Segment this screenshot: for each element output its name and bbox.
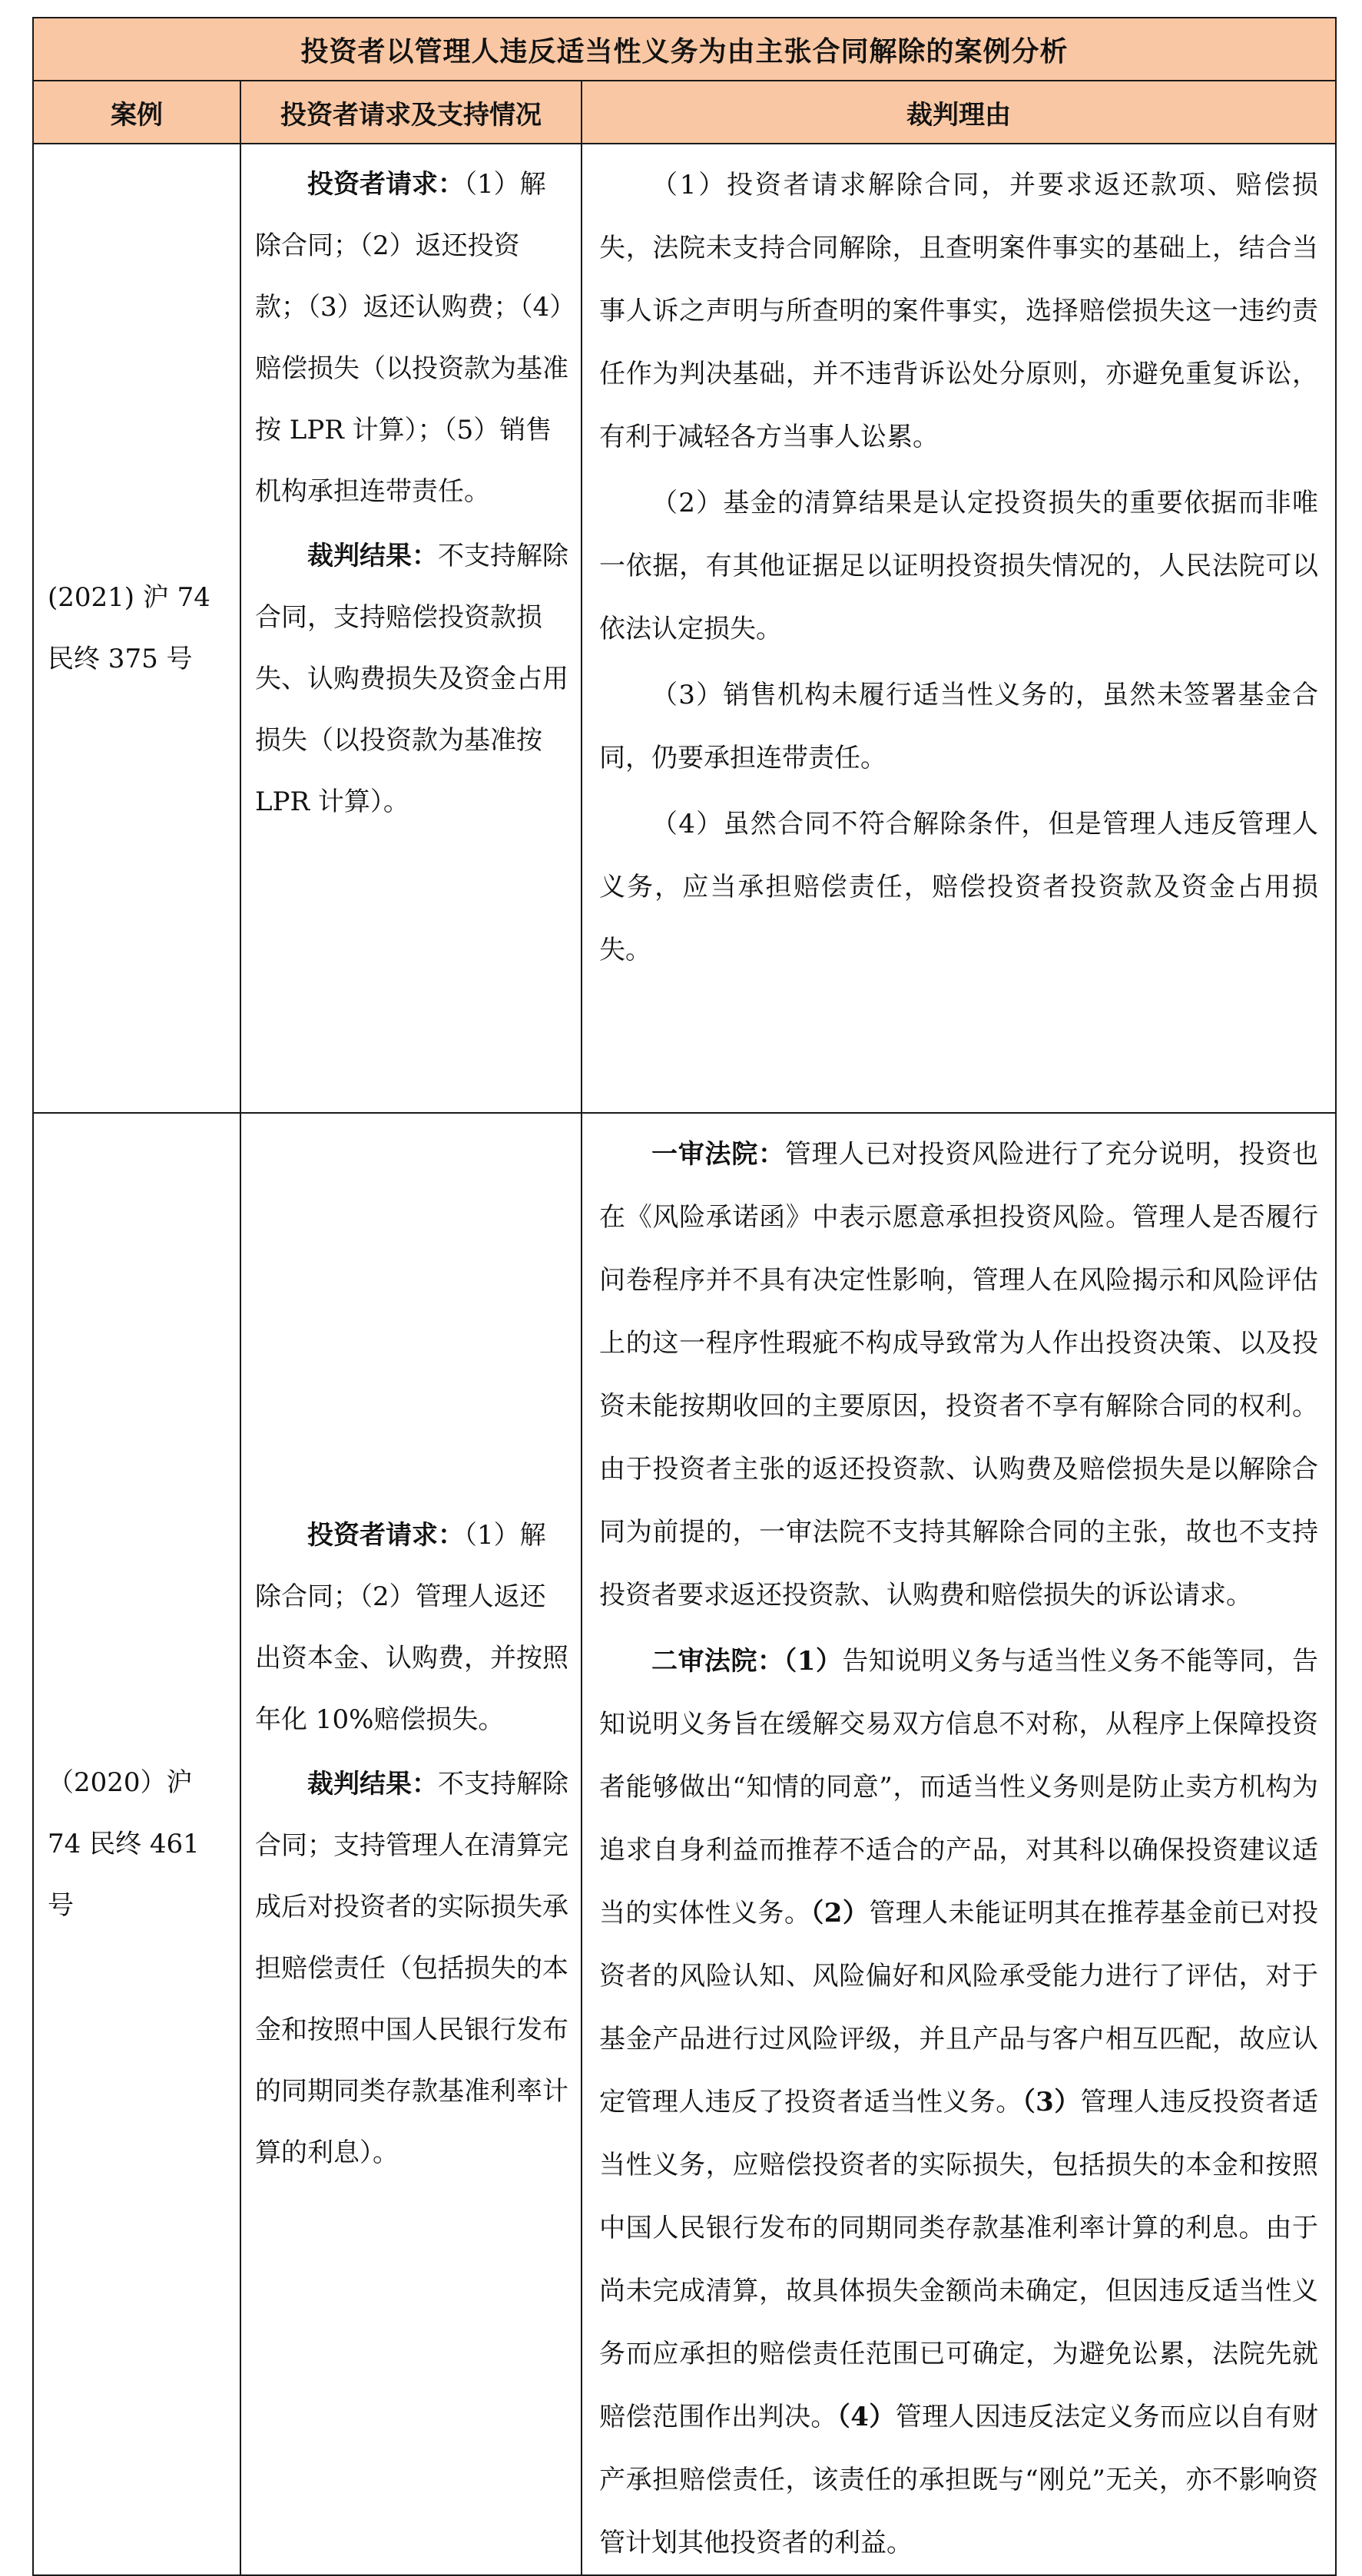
reason-cell <box>582 1113 1336 2575</box>
second-instance-label: 二审法院： <box>651 1646 784 1677</box>
reason-paragraph: （3）销售机构未履行适当性义务的，虽然未签署基金合同，仍要承担连带责任。 <box>599 680 1319 773</box>
point-text: 管理人因违反法定义务而应以自有财产承担赔偿责任，该责任的承担既与“刚兑”无关，亦不影响资管计划其他投资者的利益。 <box>599 2402 1319 2558</box>
point-text: 告知说明义务与适当性义务不能等同，告知说明义务旨在缓解交易双方信息不对称，从程序上保障投资者能够做出“知情的同意”，而适当性义务则是防止卖方机构为追求自身利益而推荐不适合的产品，对其科以确保投资建议适当的实体性义务。 <box>599 1646 1319 1929</box>
request-paragraph <box>255 1505 568 1750</box>
case-analysis-table <box>32 17 1337 2576</box>
second-instance-paragraph <box>599 1630 1318 2574</box>
request-cell <box>240 1113 582 2575</box>
result-label: 裁判结果： <box>307 541 438 571</box>
column-header-case: 案例 <box>33 81 240 144</box>
reason-paragraph: （2）基金的清算结果是认定投资损失的重要依据而非唯一依据，有其他证据足以证明投资损失情况的，人民法院可以依法认定损失。 <box>599 488 1319 644</box>
point-number: （3） <box>1022 2087 1081 2117</box>
reason-paragraph: （4）虽然合同不符合解除条件，但是管理人违反管理人义务，应当承担赔偿责任，赔偿投资者投资款及资金占用损失。 <box>599 809 1319 965</box>
table-title: 投资者以管理人违反适当性义务为由主张合同解除的案例分析 <box>33 18 1336 81</box>
point-number: （2） <box>810 1898 870 1929</box>
result-paragraph <box>255 525 568 833</box>
request-paragraph <box>255 154 568 522</box>
first-instance-text: 管理人已对投资风险进行了充分说明，投资也在《风险承诺函》中表示愿意承担投资风险。管理人是否履行问卷程序并不具有决定性影响，管理人在风险揭示和风险评估上的这一程序性瑕疵不构成导致常为人作出投资决策、以及投资未能按期收回的主要原因，投资者不享有解除合同的权利。由于投资者主张的返还投资款、认购费及赔偿损失是以解除合同为前提的，一审法院不支持其解除合同的主张，故也不支持投资者要求返还投资款、认购费和赔偿损失的诉讼请求。 <box>599 1139 1319 1611</box>
case-analysis-table-wrapper <box>32 17 1335 2576</box>
point-text: 管理人未能证明其在推荐基金前已对投资者的风险认知、风险偏好和风险承受能力进行了评估，对于基金产品进行过风险评级，并且产品与客户相互匹配，故应认定管理人违反了投资者适当性义务。 <box>599 1898 1319 2117</box>
column-header-reason: 裁判理由 <box>582 81 1336 144</box>
request-label: 投资者请求： <box>307 169 464 200</box>
reason-cell <box>582 144 1336 1113</box>
request-label: 投资者请求： <box>307 1520 464 1551</box>
result-text: 不支持解除合同，支持赔偿投资款损失、认购费损失及资金占用损失（以投资款为基准按 LPR 计算）。 <box>255 541 568 817</box>
request-text: （1）解除合同；（2）返还投资款；（3）返还认购费；（4）赔偿损失（以投资款为基准按 LPR 计算）；（5）销售机构承担连带责任。 <box>255 169 568 507</box>
point-text: 管理人违反投资者适当性义务，应赔偿投资者的实际损失，包括损失的本金和按照中国人民银行发布的同期同类存款基准利率计算的利息。由于尚未完成清算，故具体损失金额尚未确定，但因违反适当性义务而应承担的赔偿责任范围已可确定，为避免讼累，法院先就赔偿范围作出判决。 <box>599 2087 1319 2432</box>
table-row <box>33 144 1336 1113</box>
case-number: (2021) 沪 74 民终 375 号 <box>33 144 240 1113</box>
first-instance-paragraph <box>599 1123 1318 1627</box>
result-paragraph <box>255 1753 568 2184</box>
request-text: （1）解除合同；（2）管理人返还出资本金、认购费，并按照年化 10%赔偿损失。 <box>255 1520 568 1735</box>
first-instance-label: 一审法院： <box>651 1139 785 1170</box>
point-number: （4） <box>837 2402 896 2432</box>
case-number: （2020）沪 74 民终 461 号 <box>33 1113 240 2575</box>
column-header-request: 投资者请求及支持情况 <box>240 81 582 144</box>
result-label: 裁判结果： <box>307 1769 438 1800</box>
request-cell <box>240 144 582 1113</box>
reason-paragraph: （1）投资者请求解除合同，并要求返还款项、赔偿损失，法院未支持合同解除，且查明案件事实的基础上，结合当事人诉之声明与所查明的案件事实，选择赔偿损失这一违约责任作为判决基础，并不违背诉讼处分原则，亦避免重复诉讼，有利于减轻各方当事人讼累。 <box>599 170 1319 452</box>
point-number: （1） <box>784 1646 843 1677</box>
result-text: 不支持解除合同；支持管理人在清算完成后对投资者的实际损失承担赔偿责任（包括损失的本金和按照中国人民银行发布的同期同类存款基准利率计算的利息）。 <box>255 1769 568 2168</box>
table-row <box>33 1113 1336 2575</box>
